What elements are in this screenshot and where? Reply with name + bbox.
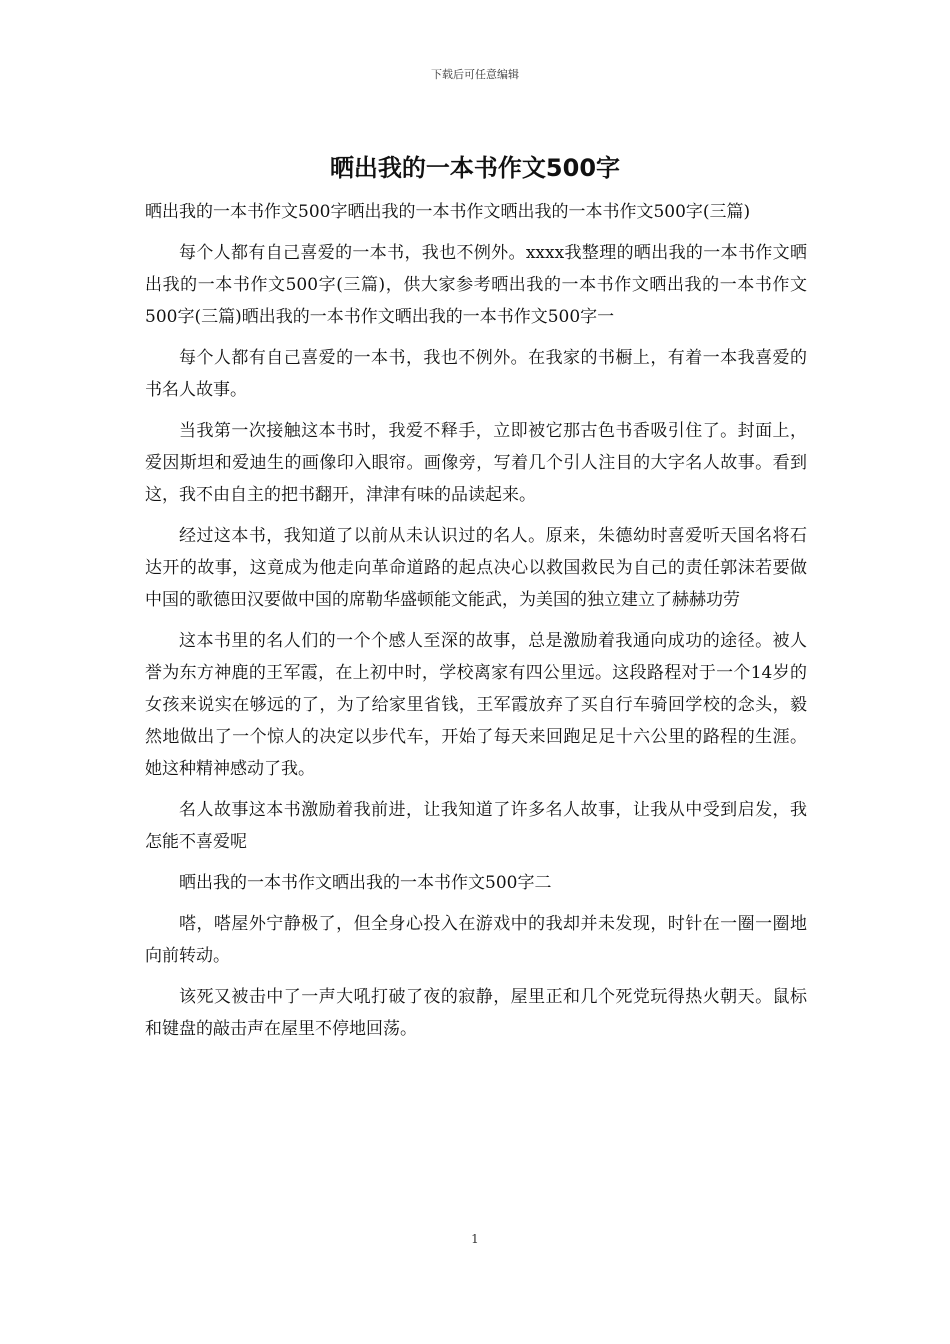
paragraph: 经过这本书，我知道了以前从未认识过的名人。原来，朱德幼时喜爱听天国名将石达开的故事，这竟成为他走向革命道路的起点决心以救国救民为自己的责任郭沫若要做中国的歌德田汉要做中国的席勒华盛顿能文能武，为美国的独立建立了赫赫功劳 (145, 526, 807, 610)
paragraph: 名人故事这本书激励着我前进，让我知道了许多名人故事，让我从中受到启发，我怎能不喜爱呢 (145, 800, 807, 852)
paragraph: 每个人都有自己喜爱的一本书，我也不例外。xxxx我整理的晒出我的一本书作文晒出我的一本书作文500字(三篇)，供大家参考晒出我的一本书作文晒出我的一本书作文500字(三篇)晒出我的一本书作文晒出我的一本书作文500字一 (145, 243, 807, 327)
paragraph: 当我第一次接触这本书时，我爱不释手，立即被它那古色书香吸引住了。封面上，爱因斯坦和爱迪生的画像印入眼帘。画像旁，写着几个引人注目的大字名人故事。看到这，我不由自主的把书翻开，津津有味的品读起来。 (145, 421, 807, 505)
document-body (145, 196, 807, 1054)
paragraph: 该死又被击中了一声大吼打破了夜的寂静，屋里正和几个死党玩得热火朝天。鼠标和键盘的敲击声在屋里不停地回荡。 (145, 987, 807, 1039)
header-note: 下载后可任意编辑 (431, 68, 519, 81)
paragraph: 嗒，嗒屋外宁静极了，但全身心投入在游戏中的我却并未发现，时针在一圈一圈地向前转动。 (145, 914, 807, 966)
document-title: 晒出我的一本书作文500字 (329, 154, 621, 182)
paragraph: 这本书里的名人们的一个个感人至深的故事，总是激励着我通向成功的途径。被人誉为东方神鹿的王军霞，在上初中时，学校离家有四公里远。这段路程对于一个14岁的女孩来说实在够远的了，为了给家里省钱，王军霞放弃了买自行车骑回学校的念头，毅然地做出了一个惊人的决定以步代车，开始了每天来回跑足足十六公里的路程的生涯。她这种精神感动了我。 (145, 631, 807, 779)
section-heading: 晒出我的一本书作文晒出我的一本书作文500字二 (179, 873, 552, 893)
paragraph: 每个人都有自己喜爱的一本书，我也不例外。在我家的书橱上，有着一本我喜爱的书名人故事。 (145, 348, 807, 400)
page-number: 1 (471, 1232, 479, 1246)
paragraph-subtitle: 晒出我的一本书作文500字晒出我的一本书作文晒出我的一本书作文500字(三篇) (145, 202, 751, 222)
